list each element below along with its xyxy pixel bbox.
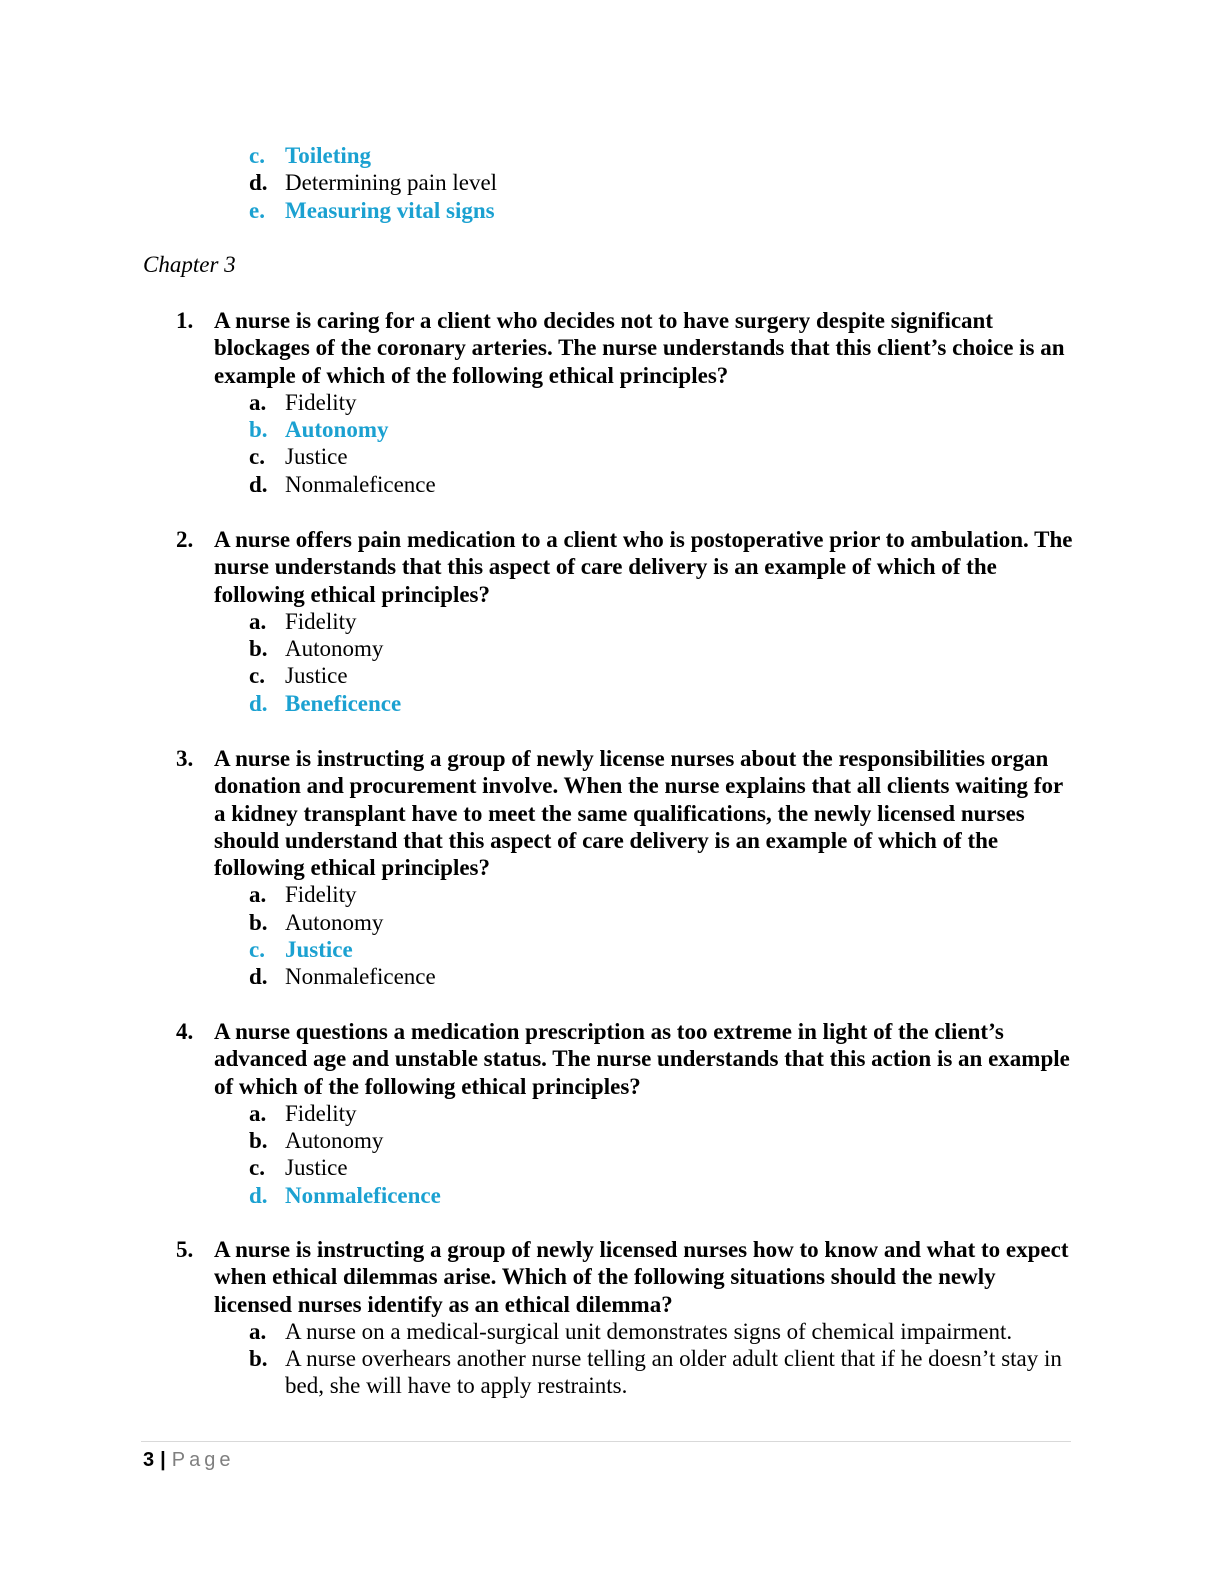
option-letter: c. [249, 937, 265, 963]
chapter-heading: Chapter 3 [143, 252, 236, 277]
option-letter: b. [249, 417, 268, 443]
option-c [249, 1154, 1076, 1181]
option-letter: b. [249, 909, 268, 935]
option-text: Determining pain level [285, 170, 498, 196]
option-d-continued [249, 169, 1129, 196]
option-letter: c. [249, 143, 265, 168]
option-text: Fidelity [285, 1100, 357, 1126]
question-4 [176, 1018, 1076, 1209]
option-d [249, 963, 1076, 990]
option-text: Justice [285, 663, 348, 689]
question-number: 2. [176, 527, 194, 552]
option-letter: a. [249, 1100, 267, 1126]
option-letter: a. [249, 608, 267, 634]
option-b [249, 1127, 1076, 1154]
option-text: Autonomy [285, 636, 384, 662]
option-a [249, 1318, 1076, 1345]
option-b [249, 1345, 1076, 1400]
option-letter: d. [249, 964, 268, 990]
footer-separator: | [160, 1449, 166, 1471]
option-text: Beneficence [285, 690, 402, 716]
question-text: A nurse is instructing a group of newly license nurses about the responsibilities organ donation and procurement involve. When the nurse explains that all clients waiting for a kidney transplant have to meet the same qualifications, the newly licensed nurses should understand that this aspect of care delivery is an example of which of the following ethical principles? [214, 746, 1063, 881]
option-letter: d. [249, 1182, 268, 1208]
option-letter: c. [249, 663, 265, 689]
answer-options [249, 1100, 1076, 1209]
question-stem [176, 526, 1076, 608]
option-letter: d. [249, 471, 268, 497]
option-e-continued [249, 197, 1129, 224]
answer-options [249, 881, 1076, 990]
page-number: 3 [143, 1449, 155, 1471]
option-text: Fidelity [285, 389, 357, 415]
question-number: 5. [176, 1237, 194, 1262]
option-text: Autonomy [285, 909, 384, 935]
footer-divider [141, 1441, 1071, 1442]
answer-options [249, 608, 1076, 717]
option-text: Autonomy [285, 417, 389, 443]
option-a [249, 881, 1076, 908]
option-b [249, 416, 1076, 443]
option-c [249, 662, 1076, 689]
question-text: A nurse is instructing a group of newly licensed nurses how to know and what to expect when ethical dilemmas arise. Which of the following situations should the newly licensed nurses identify as an ethical dilemma? [214, 1237, 1069, 1317]
option-d [249, 471, 1076, 498]
option-letter: c. [249, 1155, 265, 1181]
question-3 [176, 745, 1076, 991]
option-letter: d. [249, 170, 268, 196]
question-stem [176, 1018, 1076, 1100]
question-5 [176, 1236, 1076, 1400]
option-c [249, 936, 1076, 963]
question-number: 1. [176, 308, 194, 333]
option-c [249, 443, 1076, 470]
option-text: Fidelity [285, 882, 357, 908]
question-text: A nurse is caring for a client who decides not to have surgery despite significant blockages of the coronary arteries. The nurse understands that this client’s choice is an example of which of the following ethical principles? [214, 308, 1065, 388]
option-d [249, 690, 1076, 717]
option-text: A nurse on a medical-surgical unit demonstrates signs of chemical impairment. [285, 1318, 1013, 1344]
option-text: Nonmaleficence [285, 964, 436, 990]
answer-options [249, 1318, 1076, 1400]
option-text: Justice [285, 444, 348, 470]
option-d [249, 1182, 1076, 1209]
option-text: Fidelity [285, 608, 357, 634]
option-text: Nonmaleficence [285, 471, 436, 497]
question-number: 3. [176, 746, 194, 771]
option-a [249, 608, 1076, 635]
option-letter: e. [249, 197, 265, 223]
option-c-continued [249, 142, 1129, 169]
page-footer [143, 1447, 234, 1473]
option-letter: a. [249, 389, 267, 415]
option-text: Toileting [285, 143, 372, 168]
option-text: Measuring vital signs [285, 197, 495, 223]
question-2 [176, 526, 1076, 717]
option-text: Justice [285, 1155, 348, 1181]
question-text: A nurse offers pain medication to a client who is postoperative prior to ambulation. The nurse understands that this aspect of care delivery is an example of which of the following ethical principles? [214, 527, 1073, 607]
question-stem [176, 745, 1076, 881]
option-letter: a. [249, 1318, 267, 1344]
option-text: Justice [285, 937, 353, 963]
option-letter: c. [249, 444, 265, 470]
option-letter: b. [249, 1128, 268, 1154]
option-letter: b. [249, 636, 268, 662]
option-letter: a. [249, 882, 267, 908]
answer-options [249, 389, 1076, 498]
page-label: Page [171, 1449, 235, 1471]
question-stem [176, 307, 1076, 389]
option-letter: b. [249, 1346, 268, 1372]
question-1 [176, 307, 1076, 498]
option-text: Autonomy [285, 1128, 384, 1154]
question-number: 4. [176, 1019, 194, 1044]
option-b [249, 635, 1076, 662]
option-a [249, 389, 1076, 416]
question-text: A nurse questions a medication prescription as too extreme in light of the client’s advanced age and unstable status. The nurse understands that this action is an example of which of the following ethical principles? [214, 1019, 1070, 1099]
option-letter: d. [249, 690, 268, 716]
option-b [249, 909, 1076, 936]
option-text: A nurse overhears another nurse telling an older adult client that if he doesn’t stay in bed, she will have to apply restraints. [285, 1346, 1062, 1399]
continued-options [249, 142, 1129, 224]
option-a [249, 1100, 1076, 1127]
option-text: Nonmaleficence [285, 1182, 441, 1208]
question-stem [176, 1236, 1076, 1318]
